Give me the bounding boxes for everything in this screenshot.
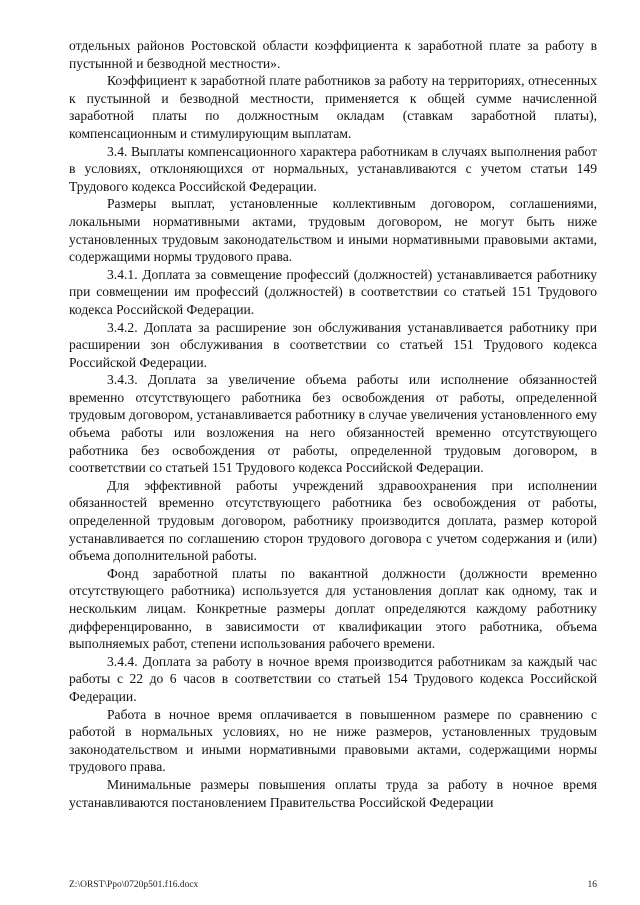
paragraph-3-4-1: 3.4.1. Доплата за совмещение профессий (должностей) устанавливается работнику при совмещении им профессий (должностей) в соответствии со статьей 151 Трудового кодекса Российской Федерации. xyxy=(69,266,597,317)
paragraph-3-4: 3.4. Выплаты компенсационного характера работникам в случаях выполнения работ в условиях, отклоняющихся от нормальных, устанавливаются с учетом статьи 149 Трудового кодекса Российской Федерации. xyxy=(69,143,597,194)
footer-page-number: 16 xyxy=(587,880,597,890)
paragraph-3-4-2: 3.4.2. Доплата за расширение зон обслуживания устанавливается работнику при расширении зон обслуживания в соответствии со статьей 151 Трудового кодекса Российской Федерации. xyxy=(69,319,597,370)
paragraph-3-4-3: 3.4.3. Доплата за увеличение объема работы или исполнение обязанностей временно отсутствующего работника без освобождения от работы, определенной трудовым договором, устанавливается работнику в случае увеличения установленного ему объема работы или возложения на него обязанностей временно отсутствующего работника без освобождения от работы, определенной трудовым договором, в соответствии со статьей 151 Трудового кодекса Российской Федерации. xyxy=(69,372,598,476)
page-footer xyxy=(69,880,597,890)
paragraph-continuation: отдельных районов Ростовской области коэффициента к заработной плате за работу в пустынной и безводной местности». xyxy=(69,38,597,71)
footer-file-path: Z:\ORST\Ppo\0720p501.f16.docx xyxy=(69,880,199,890)
paragraph-payment-sizes: Размеры выплат, установленные коллективным договором, соглашениями, локальными нормативными актами, трудовым договором, не могут быть ниже установленных трудовым законодательством и иными нормативными правовыми актами, содержащими нормы трудового права. xyxy=(69,196,597,265)
paragraph-3-4-4: 3.4.4. Доплата за работу в ночное время производится работникам за каждый час работы с 22 до 6 часов в соответствии со статьей 154 Трудового кодекса Российской Федерации. xyxy=(69,653,597,704)
paragraph-minimum-sizes: Минимальные размеры повышения оплаты труда за работу в ночное время устанавливаются постановлением Правительства Российской Федерации xyxy=(69,776,597,810)
paragraph-wage-fund: Фонд заработной платы по вакантной должности (должности временно отсутствующего работника) используется для установления доплат как одному, так и нескольким лицам. Конкретные размеры доплат определяются каждому работнику дифференцированно, в зависимости от квалификации этого работника, объема выполняемых работ, степени использования рабочего времени. xyxy=(69,565,597,652)
paragraph-coefficient: Коэффициент к заработной плате работников за работу на территориях, отнесенных к пустынной и безводной местности, применяется к общей сумме начисленной заработной платы по должностным окладам (ставкам заработной платы), компенсационным и стимулирующим выплатам. xyxy=(69,73,597,141)
paragraph-effective-work: Для эффективной работы учреждений здравоохранения при исполнении обязанностей временно отсутствующего работника без освобождения от работы, определенной трудовым договором, работнику производится доплата, размер которой устанавливается по соглашению сторон трудового договора с учетом содержания и (или) объема дополнительной работы. xyxy=(69,477,597,564)
document-body xyxy=(69,37,597,811)
paragraph-night-work: Работа в ночное время оплачивается в повышенном размере по сравнению с работой в нормальных условиях, но не ниже размеров, установленных трудовым законодательством и иными нормативными правовыми актами, содержащими нормы трудового права. xyxy=(69,706,597,775)
